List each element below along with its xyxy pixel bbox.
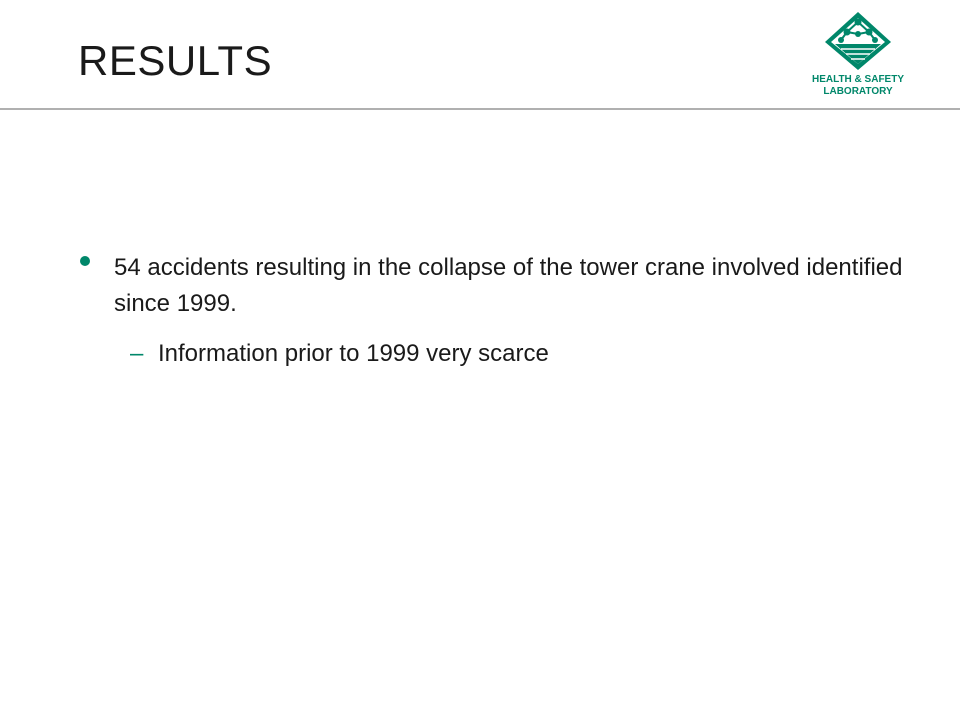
title-divider <box>0 108 960 110</box>
slide-title: RESULTS <box>78 37 273 84</box>
hsl-logo <box>808 10 908 100</box>
bullet-text: 54 accidents resulting in the collapse of the tower crane involved identified since 1999. <box>114 254 903 317</box>
logo-line-2: LABORATORY <box>823 86 893 97</box>
sub-bullet-text: Information prior to 1999 very scarce <box>158 340 549 367</box>
bullet-dot-icon <box>80 256 90 266</box>
logo-line-1: HEALTH & SAFETY <box>811 74 905 85</box>
dash-marker: – <box>130 340 144 367</box>
logo-wordmark <box>808 74 908 98</box>
hsl-diamond-logo-icon <box>823 10 893 72</box>
